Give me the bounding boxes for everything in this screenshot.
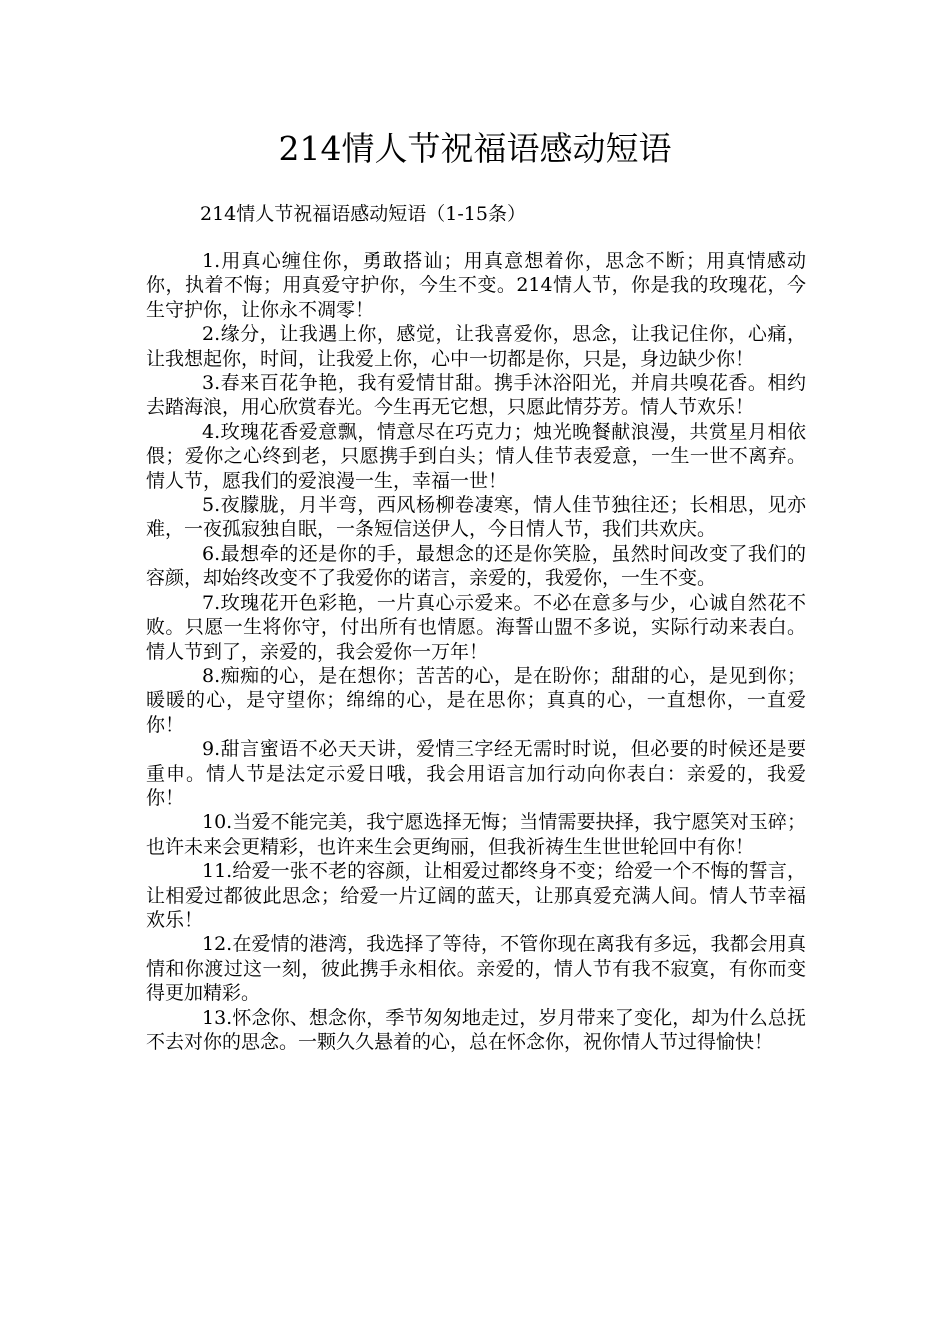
paragraph-1: 1.用真心缠住你，勇敢搭讪；用真意想着你，思念不断；用真情感动你，执着不悔；用真爱守护你，今生不变。214情人节，你是我的玫瑰花，今生守护你，让你永不凋零！ — [146, 250, 806, 321]
paragraph-11: 11.给爱一张不老的容颜，让相爱过都终身不变；给爱一个不悔的誓言，让相爱过都彼此思念；给爱一片辽阔的蓝天，让那真爱充满人间。情人节幸福欢乐！ — [146, 860, 806, 931]
paragraph-8: 8.痴痴的心，是在想你；苦苦的心，是在盼你；甜甜的心，是见到你；暖暖的心，是守望你；绵绵的心，是在思你；真真的心，一直想你，一直爱你！ — [146, 664, 806, 736]
document-title: 214情人节祝福语感动短语 — [278, 129, 672, 168]
paragraph-5: 5.夜朦胧，月半弯，西风杨柳卷凄寒，情人佳节独往还；长相思，见亦难，一夜孤寂独自眠，一条短信送伊人，今日情人节，我们共欢庆。 — [146, 494, 806, 541]
document-subtitle: 214情人节祝福语感动短语（1-15条） — [200, 203, 526, 225]
paragraph-12: 12.在爱情的港湾，我选择了等待，不管你现在离我有多远，我都会用真情和你渡过这一刻，彼此携手永相依。亲爱的，情人节有我不寂寞，有你而变得更加精彩。 — [146, 933, 806, 1005]
paragraph-9: 9.甜言蜜语不必天天讲，爱情三字经无需时时说，但必要的时候还是要重申。情人节是法定示爱日哦，我会用语言加行动向你表白：亲爱的，我爱你！ — [146, 738, 806, 809]
paragraph-3: 3.春来百花争艳，我有爱情甘甜。携手沐浴阳光，并肩共嗅花香。相约去踏海浪，用心欣赏春光。今生再无它想，只愿此情芬芳。情人节欢乐！ — [146, 372, 806, 419]
paragraph-13: 13.怀念你、想念你，季节匆匆地走过，岁月带来了变化，却为什么总抚不去对你的思念。一颗久久悬着的心，总在怀念你，祝你情人节过得愉快！ — [146, 1006, 806, 1053]
paragraph-2: 2.缘分，让我遇上你，感觉，让我喜爱你，思念，让我记住你，心痛，让我想起你，时间，让我爱上你，心中一切都是你，只是，身边缺少你！ — [146, 323, 806, 370]
paragraph-4: 4.玫瑰花香爱意飘，情意尽在巧克力；烛光晚餐献浪漫，共赏星月相依偎；爱你之心终到老，只愿携手到白头；情人佳节表爱意，一生一世不离弃。情人节，愿我们的爱浪漫一生，幸福一世！ — [146, 420, 806, 492]
paragraph-6: 6.最想牵的还是你的手，最想念的还是你笑脸，虽然时间改变了我们的容颜，却始终改变不了我爱你的诺言，亲爱的，我爱你，一生不变。 — [146, 542, 806, 590]
document-body — [146, 249, 806, 1054]
paragraph-7: 7.玫瑰花开色彩艳，一片真心示爱来。不必在意多与少，心诚自然花不败。只愿一生将你守，付出所有也情愿。海誓山盟不多说，实际行动来表白。情人节到了，亲爱的，我会爱你一万年！ — [146, 591, 806, 663]
paragraph-10: 10.当爱不能完美，我宁愿选择无悔；当情需要抉择，我宁愿笑对玉碎；也许未来会更精彩，也许来生会更绚丽，但我祈祷生生世世轮回中有你！ — [146, 811, 806, 858]
